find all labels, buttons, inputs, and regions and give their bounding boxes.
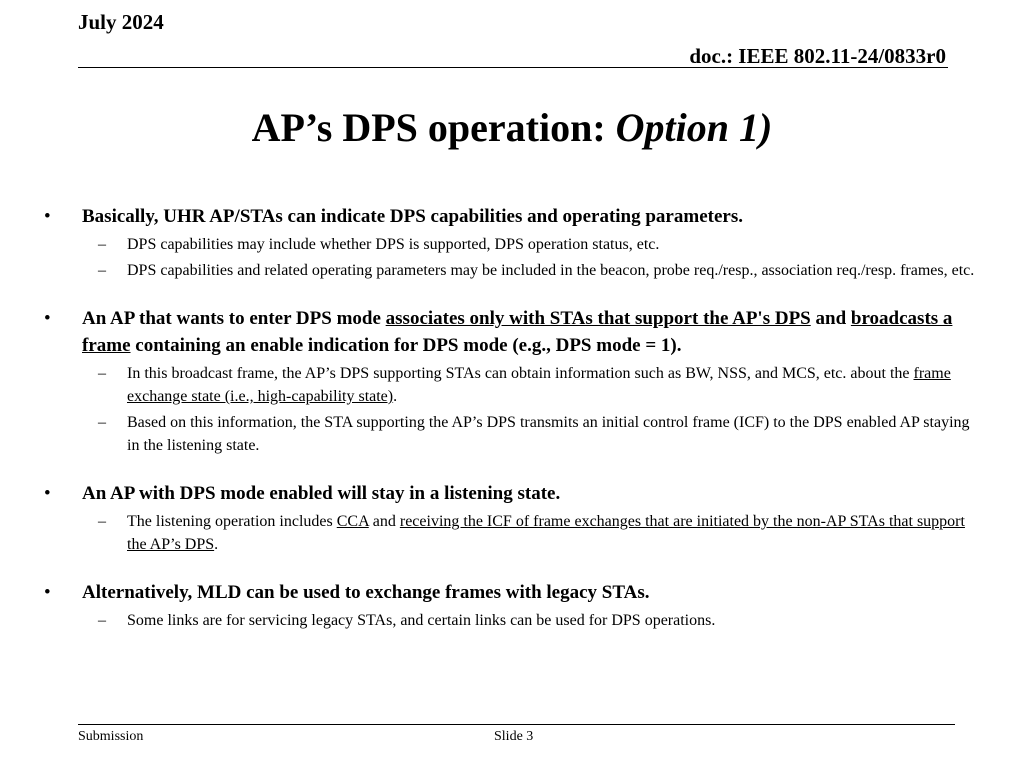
sub-text: .: [214, 536, 219, 553]
sub-dash: –: [98, 236, 106, 253]
underlined-text: frame exchange state (i.e., high-capability state): [127, 365, 951, 405]
sub-dash: –: [98, 513, 106, 530]
bullet-dot: •: [44, 483, 51, 504]
slide-body: [40, 203, 980, 632]
sub-text: In this broadcast frame, the AP’s DPS supporting STAs can obtain information such as BW, NSS, and MCS, etc. about the: [127, 365, 914, 382]
sub-bullet: [40, 510, 980, 556]
bullet-text: Alternatively, MLD can be used to exchange frames with legacy STAs.: [82, 582, 650, 603]
title-main: AP’s DPS operation:: [251, 105, 616, 150]
bullet-text: An AP that wants to enter DPS mode: [82, 308, 386, 329]
title-emphasis: Option 1): [615, 105, 773, 150]
sub-text: Some links are for servicing legacy STAs, and certain links can be used for DPS operations.: [127, 612, 716, 629]
bullet-text: containing an enable indication for DPS mode (e.g., DPS mode = 1).: [130, 335, 682, 356]
footer-rule: [78, 724, 955, 725]
sub-text: Based on this information, the STA supporting the AP’s DPS transmits an initial control frame (ICF) to the DPS enabled AP staying in the listening state.: [127, 414, 970, 454]
underlined-text: CCA: [336, 513, 369, 530]
sub-bullet: [40, 411, 980, 457]
header-doc-id: doc.: IEEE 802.11-24/0833r0: [689, 44, 946, 68]
sub-bullet: [40, 233, 980, 256]
sub-text: The listening operation includes: [127, 513, 337, 530]
footer-submission: Submission: [78, 729, 144, 744]
sub-dash: –: [98, 414, 106, 431]
bullet-text: An AP with DPS mode enabled will stay in a listening state.: [82, 483, 561, 504]
sub-bullet: [40, 362, 980, 408]
bullet-dot: •: [44, 206, 51, 227]
bullet-capabilities: [40, 203, 980, 230]
sub-text: and: [368, 513, 400, 530]
bullet-text: and: [810, 308, 851, 329]
bullet-dot: •: [44, 582, 51, 603]
bullet-enter-dps-mode: [40, 305, 980, 359]
sub-dash: –: [98, 612, 106, 629]
sub-bullet: [40, 609, 980, 632]
bullet-dot: •: [44, 308, 51, 329]
bullet-mld-alternative: [40, 579, 980, 606]
footer-slide-number: Slide 3: [494, 729, 534, 744]
sub-text: DPS capabilities and related operating parameters may be included in the beacon, probe req./resp., association req./resp. frames, etc.: [127, 262, 975, 279]
slide-title: [0, 104, 1024, 151]
header-date: July 2024: [78, 10, 164, 34]
sub-bullet: [40, 259, 980, 282]
underlined-text: receiving the ICF of frame exchanges that are initiated by the non-AP STAs that support the AP’s DPS: [127, 513, 965, 553]
underlined-text: broadcasts a frame: [82, 308, 953, 356]
sub-dash: –: [98, 365, 106, 382]
bullet-listening-state: [40, 480, 980, 507]
header-rule: [78, 67, 948, 68]
bullet-text: Basically, UHR AP/STAs can indicate DPS capabilities and operating parameters.: [82, 206, 743, 227]
sub-dash: –: [98, 262, 106, 279]
underlined-text: associates only with STAs that support the AP's DPS: [385, 308, 811, 329]
sub-text: DPS capabilities may include whether DPS is supported, DPS operation status, etc.: [127, 236, 660, 253]
sub-text: .: [393, 388, 398, 405]
